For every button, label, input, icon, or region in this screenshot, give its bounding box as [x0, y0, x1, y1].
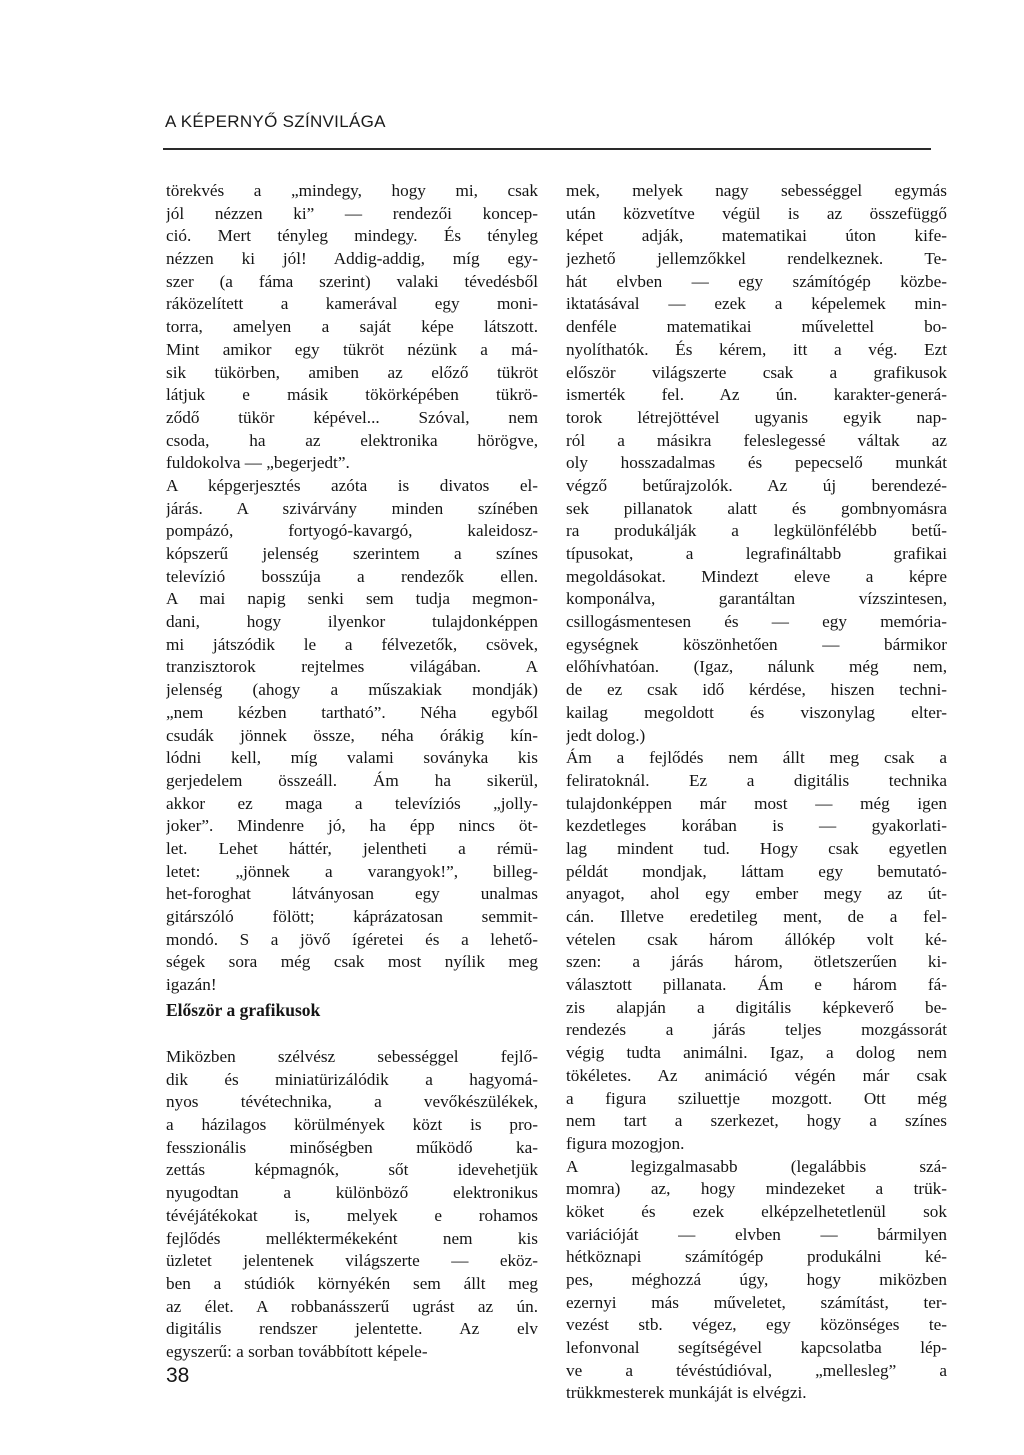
page-number: 38: [166, 1364, 190, 1387]
text-line: köket és ezek elképzelhetetlenül sok: [566, 1201, 947, 1221]
text-line: végig tudta animálni. Igaz, a dolog nem: [566, 1043, 947, 1063]
text-line: Miközben szélvész sebességgel fejlő-: [166, 1047, 538, 1066]
text-line: sik tükörben, amiben az előző tükröt: [166, 362, 538, 382]
text-line: zettás képmagnók, sőt idevehetjük: [166, 1160, 538, 1180]
text-line: ségek sora még csak most nyílik meg: [166, 952, 538, 972]
text-line: vételen csak három állókép volt ké-: [566, 929, 947, 949]
text-line: az élet. A robbanásszerű ugrást az ún.: [166, 1296, 538, 1316]
text-line: trükkmesterek munkáját is elvégzi.: [566, 1383, 807, 1403]
text-line: nézzen ki jól! Addig-addig, míg egy-: [166, 249, 538, 269]
text-line: lag mindent tud. Hogy csak egyetlen: [566, 838, 947, 858]
text-line: szen: a járás három, ötletszerűen ki-: [566, 952, 947, 972]
text-line: jezhető jellemzőkkel rendelkeznek. Te-: [566, 249, 947, 269]
text-line: a figura sziluettje mozgott. Ott még: [566, 1088, 947, 1108]
text-line: Ám a fejlődés nem állt meg csak a: [566, 748, 947, 768]
text-line: nyolíthatók. És kérem, itt a vég. Ezt: [566, 339, 947, 359]
running-title: A KÉPERNYŐ SZÍNVILÁGA: [165, 112, 386, 131]
text-line: mondó. S a jövő ígéretei és a lehető-: [166, 929, 538, 949]
text-line: variációját — elvben — bármilyen: [566, 1224, 947, 1244]
text-line: komponálva, garantáltan vízszintesen,: [566, 589, 947, 609]
text-line: digitális rendszer jelentette. Az elv: [166, 1319, 538, 1339]
text-line: látjuk e másik tökörképében tükrö-: [166, 385, 538, 405]
text-line: nyos tévétechnika, a vevőkészülékek,: [166, 1092, 538, 1112]
text-line: ve a tévéstúdióval, „mellesleg” a: [566, 1360, 947, 1380]
section-heading: Először a grafikusok: [166, 1000, 321, 1020]
text-line: torra, amelyen a saját képe látszott.: [166, 317, 538, 337]
text-line: egyszerű: a sorban továbbított képele-: [166, 1341, 428, 1361]
text-line: csillogásmentesen és — egy memória-: [566, 612, 947, 632]
text-line: tranzisztorok rejtelmes világában. A: [166, 657, 538, 677]
text-line: feliratoknál. Ez a digitális technika: [566, 770, 947, 790]
text-line: lódni kell, míg valami soványka kis: [166, 748, 538, 768]
text-line: ben a stúdiók környékén sem állt meg: [166, 1273, 538, 1293]
text-line: torok létrejöttével ugyanis egyik nap-: [566, 407, 947, 427]
text-line: példát mondjak, láttam egy bemutató-: [566, 861, 947, 881]
text-line: kezdetleges korában is — gyakorlati-: [566, 816, 947, 836]
text-line: cán. Illetve eredetileg ment, de a fel-: [566, 907, 947, 926]
text-line: iktatásával — ezek a képelemek min-: [566, 294, 947, 314]
text-line: választott pillanata. Ám e három fá-: [566, 975, 947, 995]
text-line: let. Lehet háttér, jelentheti a rémü-: [166, 838, 538, 858]
text-line: de ez csak idő kérdése, hiszen techni-: [566, 680, 947, 700]
text-line: nyugodtan a különböző elektronikus: [166, 1183, 538, 1203]
text-line: vezést stb. végez, egy közönséges te-: [566, 1315, 947, 1335]
text-line: Mint amikor egy tükröt nézünk a má-: [166, 339, 538, 359]
text-line: A képgerjesztés azóta is divatos el-: [166, 475, 538, 495]
text-line: ezernyi más műveletet, számítást, ter-: [566, 1292, 947, 1312]
text-line: gitárszóló fölött; káprázatosan semmit-: [166, 907, 538, 926]
text-line: tévéjátékokat is, melyek e rohamos: [166, 1205, 538, 1225]
text-line: törekvés a „mindegy, hogy mi, csak: [166, 181, 538, 200]
text-line: képet adják, matematikai úton kife-: [566, 226, 947, 246]
text-line: egységnek köszönhetően — bármikor: [566, 634, 947, 654]
right-column: [566, 180, 947, 1405]
text-line: pompázó, fortyogó-kavargó, kaleidosz-: [166, 521, 538, 541]
text-line: előhívhatóan. (Igaz, nálunk még nem,: [566, 657, 947, 677]
text-line: pes, méghozzá úgy, hogy miközben: [566, 1270, 947, 1289]
text-line: jól nézzen ki” — rendezői koncep-: [166, 203, 538, 223]
text-line: „nem kézben tartható”. Néha egyből: [166, 702, 538, 722]
text-line: tulajdonképpen már most — még igen: [566, 793, 947, 813]
text-line: A legizgalmasabb (legalábbis szá-: [566, 1156, 947, 1176]
left-column-continued: [166, 1046, 538, 1364]
text-line: A mai napig senki sem tudja megmon-: [166, 589, 538, 609]
text-line: figura mozogjon.: [566, 1133, 685, 1153]
text-line: üzletet jelentenek világszerte — eköz-: [166, 1251, 538, 1271]
text-line: ra produkálják a legkülönfélébb betű-: [566, 521, 947, 541]
text-line: ismerték fel. Az ún. karakter-generá-: [566, 385, 947, 405]
text-line: először világszerte csak a grafikusok: [566, 362, 947, 382]
text-line: denféle matematikai művelettel bo-: [566, 317, 947, 337]
text-line: momra) az, hogy mindezeket a trük-: [566, 1179, 947, 1199]
text-line: megoldásokat. Mindezt eleve a képre: [566, 566, 947, 586]
text-line: kailag megoldott és viszonylag elter-: [566, 702, 947, 722]
text-line: zis alapján a digitális képkeverő be-: [566, 997, 947, 1017]
text-line: szer (a fáma szerint) valaki tévedésből: [166, 271, 538, 291]
left-column: [166, 180, 538, 997]
text-line: oly hosszadalmas és pepecselő munkát: [566, 453, 947, 473]
text-line: dani, hogy ilyenkor tulajdonképpen: [166, 612, 538, 632]
text-line: típusokat, a legrafináltabb grafikai: [566, 544, 947, 563]
text-line: televízió bosszúja a rendezők ellen.: [166, 566, 538, 586]
text-line: ződő tükör képével... Szóval, nem: [166, 407, 538, 427]
text-line: rendezés a járás teljes mozgássorát: [566, 1020, 947, 1040]
text-line: gerjedelem összeáll. Ám ha sikerül,: [166, 770, 538, 790]
text-line: sek pillanatok alatt és gombnyomásra: [566, 498, 947, 518]
text-line: hát elvben — egy számítógép közbe-: [566, 271, 947, 291]
text-line: mek, melyek nagy sebességgel egymás: [566, 181, 947, 200]
text-line: végző betűrajzolók. Az új berendezé-: [566, 475, 947, 495]
text-line: fesszionális minőségben működő ka-: [166, 1137, 538, 1157]
text-line: dik és miniatürizálódik a hagyomá-: [166, 1069, 538, 1089]
text-line: akkor ez maga a televíziós „jolly-: [166, 793, 538, 813]
text-line: csudák jönnek össze, néha órákig kín-: [166, 725, 538, 745]
text-line: kópszerű jelenség szerintem a színes: [166, 544, 538, 563]
text-line: jedt dolog.): [566, 725, 646, 745]
text-line: nem tart a szerkezet, hogy a színes: [566, 1111, 947, 1131]
text-line: mi játszódik le a félvezetők, csövek,: [166, 634, 538, 654]
text-line: anyagot, ahol egy ember megy az út-: [566, 884, 947, 904]
header-rule: [163, 148, 931, 150]
text-line: letet: „jönnek a varangyok!”, billeg-: [166, 861, 538, 881]
text-line: ció. Mert tényleg mindegy. És tényleg: [166, 226, 538, 246]
text-line: fejlődés melléktermékeként nem kis: [166, 1228, 538, 1248]
text-line: fuldokolva — „begerjedt”.: [166, 453, 350, 473]
text-line: ról a másikra feleslegessé váltak az: [566, 430, 947, 450]
text-line: het-foroghat látványosan egy unalmas: [166, 884, 538, 904]
text-line: csoda, ha az elektronika hörögve,: [166, 430, 538, 450]
text-line: a házilagos körülmények közt is pro-: [166, 1115, 538, 1135]
text-line: lefonvonal segítségével kapcsolatba lép-: [566, 1338, 947, 1358]
text-line: joker”. Mindenre jó, ha épp nincs öt-: [166, 816, 538, 836]
text-line: után közvetítve végül is az összefüggő: [566, 203, 947, 223]
text-line: járás. A szivárvány minden színében: [166, 498, 538, 518]
text-line: tökéletes. Az animáció végén már csak: [566, 1065, 947, 1085]
text-line: ráközelített a kamerával egy moni-: [166, 294, 538, 314]
text-line: hétköznapi számítógép produkálni ké-: [566, 1247, 947, 1267]
text-line: jelenség (ahogy a műszakiak mondják): [166, 680, 538, 700]
text-line: igazán!: [166, 975, 217, 995]
